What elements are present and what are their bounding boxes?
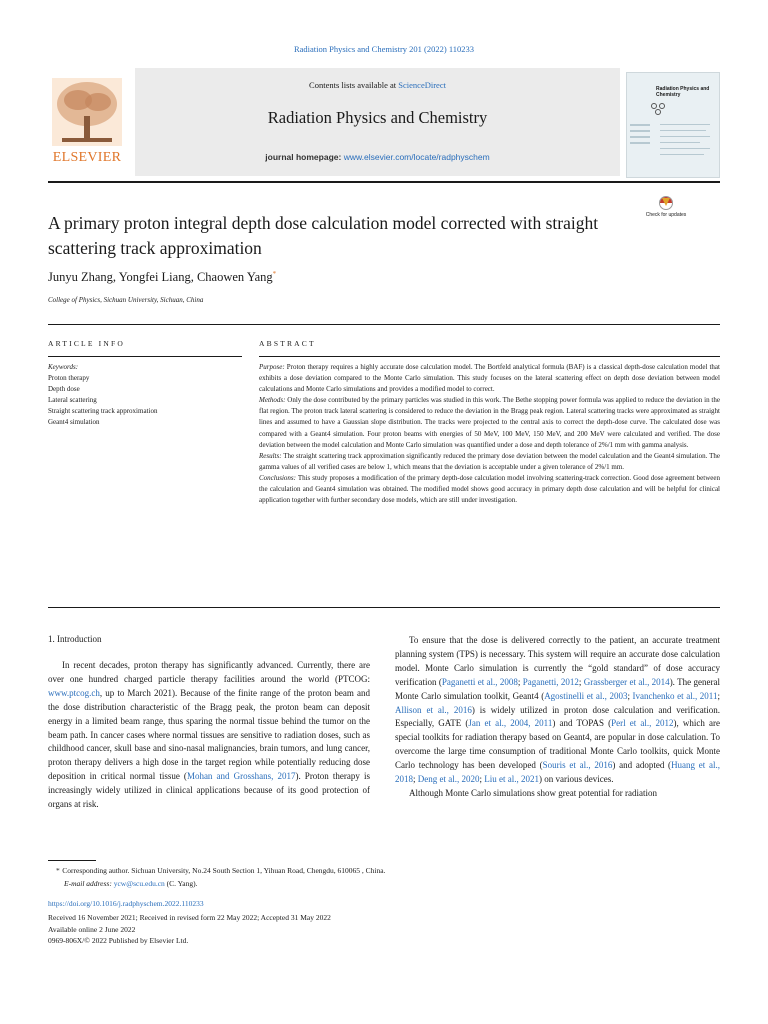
body-column-left xyxy=(48,659,370,812)
doi-link[interactable]: https://doi.org/10.1016/j.radphyschem.2022.110233 xyxy=(48,899,204,908)
intro-paragraph-1 xyxy=(48,659,370,812)
article-info-heading: ARTICLE INFO xyxy=(48,339,125,348)
cover-decoration xyxy=(660,142,700,143)
citation-link[interactable]: Ivanchenko et al., 2011 xyxy=(632,690,718,701)
abstract-body xyxy=(259,362,720,506)
cover-decoration xyxy=(630,136,650,138)
publication-dates xyxy=(48,912,331,947)
text-run: ). The general Monte Carlo simulation toolkit, Geant4 ( xyxy=(395,676,720,701)
text-run: In recent decades, proton therapy has significantly advanced. Currently, there are over one hundred charged particle therapy facilities around the world (PTCOG: xyxy=(48,660,370,684)
online-date: Available online 2 June 2022 xyxy=(48,924,136,934)
cover-decoration xyxy=(630,142,650,144)
article-title: A primary proton integral depth dose calculation model corrected with straight scattering track approximation xyxy=(48,213,599,258)
intro-paragraph-3: Although Monte Carlo simulations show great potential for radiation xyxy=(409,787,657,798)
abstract-bottom-rule xyxy=(48,607,720,608)
citation-link[interactable]: Agostinelli et al., 2003 xyxy=(544,690,628,701)
citation-link[interactable]: Mohan and Grosshans, 2017 xyxy=(186,771,296,782)
cover-molecule-icon xyxy=(650,102,666,116)
intro-paragraph-2 xyxy=(395,634,720,787)
check-for-updates-label[interactable]: Check for updates xyxy=(645,212,687,218)
abstract-heading: ABSTRACT xyxy=(259,339,316,348)
text-run: ) and TOPAS ( xyxy=(552,718,612,729)
corresponding-author-mark[interactable]: * xyxy=(272,270,277,278)
citation-link[interactable]: Paganetti, 2012 xyxy=(522,676,579,687)
methods-label: Methods: xyxy=(259,396,286,405)
contents-prefix: Contents lists available at xyxy=(309,80,399,90)
cover-decoration xyxy=(630,124,650,126)
text-run: ) on various devices. xyxy=(539,774,614,785)
text-run: ). Proton therapy is increasingly widely utilized in clinical applications because of its good protection of organs at risk. xyxy=(48,771,370,810)
keyword-item: Proton therapy xyxy=(48,374,90,382)
keyword-item: Geant4 simulation xyxy=(48,418,100,426)
text-run: ) is widely utilized in proton dose calculation and verification. Especially, GATE ( xyxy=(395,704,720,729)
homepage-link[interactable]: www.elsevier.com/locate/radphyschem xyxy=(343,152,490,162)
abstract-conclusions xyxy=(259,473,720,506)
text-run: ; xyxy=(479,774,485,785)
email-link[interactable]: ycw@scu.edu.cn xyxy=(113,879,165,888)
citation-link[interactable]: Grassberger et al., 2014 xyxy=(583,676,670,687)
footnote-mark: * xyxy=(56,866,63,875)
text-run: ), which are special toolkits for radiation therapy based on Geant4, are popular in dose calculation. To overcome the large time consumption of traditional Monte Carlo toolkits, quick Monte Carlo technology has been developed ( xyxy=(395,718,720,771)
elsevier-wordmark: ELSEVIER xyxy=(52,150,122,165)
cover-decoration xyxy=(660,136,710,137)
cover-decoration xyxy=(630,130,650,132)
authors-text[interactable]: Junyu Zhang, Yongfei Liang, Chaowen Yang xyxy=(48,270,273,285)
keyword-item: Straight scattering track approximation xyxy=(48,407,158,415)
header-rule xyxy=(48,181,720,183)
results-label: Results: xyxy=(259,451,282,460)
abstract-purpose xyxy=(259,362,720,395)
text-run: ; xyxy=(578,676,584,687)
received-dates: Received 16 November 2021; Received in revised form 22 May 2022; Accepted 31 May 2022 xyxy=(48,913,331,922)
citation-link[interactable]: Souris et al., 2016 xyxy=(542,760,613,771)
email-footnote xyxy=(64,879,198,888)
results-text: The straight scattering track approximation significantly reduced the primary dose deviation between the model calculation and the Geant4 simulation. The gamma values of all verified cases are below 1, which means that the deviation is acceptable under a given tolerance of 2%/1 mm. xyxy=(259,451,720,471)
journal-homepage xyxy=(135,152,620,162)
keyword-item: Depth dose xyxy=(48,385,80,393)
cover-decoration xyxy=(660,124,710,125)
email-label: E-mail address: xyxy=(64,879,112,888)
corresponding-text: Corresponding author. Sichuan University, No.24 South Section 1, Yihuan Road, Chengdu, 610065 , China. xyxy=(62,866,386,875)
keyword-item: Lateral scattering xyxy=(48,396,97,404)
ptcog-link[interactable]: www.ptcog.ch xyxy=(48,687,100,698)
abstract-results xyxy=(259,451,720,473)
abstract-rule xyxy=(259,356,720,357)
citation-link[interactable]: Paganetti et al., 2008 xyxy=(441,676,518,687)
purpose-text: Proton therapy requires a highly accurate dose calculation model. The Bortfeld analytical formula (BAF) is a classical depth-dose calculation model that exhibits a dose deviation compared to the Monte Carlo simulation. This study focuses on the lateral scattering effect on depth dose deviation between model calculations and Monte Carlo simulations and provides a modified model to correct. xyxy=(259,363,720,394)
abstract-methods xyxy=(259,395,720,450)
cover-title: Radiation Physics and Chemistry xyxy=(656,86,710,98)
homepage-prefix: journal homepage: xyxy=(265,152,344,162)
citation-link[interactable]: Huang et al., 2018 xyxy=(395,760,721,785)
contents-line xyxy=(135,80,620,90)
keywords-block xyxy=(48,362,248,428)
email-suffix: (C. Yang). xyxy=(164,879,198,888)
citation-link[interactable]: Allison et al., 2016 xyxy=(395,704,472,715)
text-run: To ensure that the dose is delivered correctly to the patient, an accurate treatment planning system (TPS) is necessary. This system will require an accurate dose calculation model. Monte Carlo simulation is currently the “gold standard” of dose accuracy verification ( xyxy=(395,635,720,687)
conclusions-label: Conclusions: xyxy=(259,473,296,482)
title-rule xyxy=(48,324,720,325)
journal-name: Radiation Physics and Chemistry xyxy=(267,108,488,127)
footnote-rule xyxy=(48,860,96,861)
affiliation: College of Physics, Sichuan University, Sichuan, China xyxy=(48,296,204,304)
citation-link[interactable]: Liu et al., 2021 xyxy=(484,774,540,785)
keywords-label: Keywords: xyxy=(48,363,79,371)
cover-decoration xyxy=(660,148,710,149)
copyright: 0969-806X/© 2022 Published by Elsevier Ltd. xyxy=(48,936,189,945)
article-info-rule xyxy=(48,356,242,357)
journal-reference[interactable]: Radiation Physics and Chemistry 201 (2022) 110233 xyxy=(293,44,475,54)
text-run: ; xyxy=(517,676,523,687)
text-run: , up to March 2021). Because of the finite range of the proton beam and the dose distribution characteristic of the Bragg peak, the proton beam can deposit energy in a limited beam range, thus sparing the normal tissue behind the tumor on the beam path. In cancer cases where normal tissues are sensitive to radiation doses, such as childhood cancer, skull base and sino-nasal malignancies, brain tumors, and lung cancer, proton therapy delivers a high dose in the target region while potentially reducing dose deposition in critical normal tissue ( xyxy=(48,687,370,782)
citation-link[interactable]: Perl et al., 2012 xyxy=(611,718,674,729)
author-list xyxy=(48,270,276,285)
text-run: ; xyxy=(413,774,418,785)
conclusions-text: This study proposes a modification of the primary depth-dose calculation model involving scattering-track correction. Good dose agreement between the calculation and Geant4 simulation was obtained. The modified model shows good accuracy in primary depth dose calculation and will be helpful for clinical application together with further secondary dose models, which are still under investigation. xyxy=(259,473,720,505)
body-column-right xyxy=(395,634,720,801)
corresponding-author-footnote xyxy=(56,866,385,875)
sciencedirect-link[interactable]: ScienceDirect xyxy=(398,80,446,90)
text-run: ) and adopted ( xyxy=(612,760,672,771)
cover-decoration xyxy=(660,130,706,131)
purpose-label: Purpose: xyxy=(259,363,285,371)
text-run: ; xyxy=(627,690,633,701)
text-run: ; xyxy=(717,690,720,701)
methods-text: Only the dose contributed by the primary particles was studied in this work. The Bethe stopping power formula was applied to reduce the deviation in the flat region. The proton track lateral scattering is considered to reduce the deviation in the Bragg peak region. Lateral scattering tracks were approximated as straight lines and assumed to have a Gaussian slope distribution. The tracks were projected to the central axis to correct the depth-dose curve. The calculated dose was compared with a Geant4 simulation. Four proton beams with energies of 50 MeV, 100 MeV, 150 MeV, and 200 MeV were calculated and verified. The dose deviation between the model calculation and Monte Carlo simulation was quantified under a dose and depth tolerance of 2%/1 mm with gamma analysis. xyxy=(259,396,720,449)
section-heading-introduction: 1. Introduction xyxy=(48,634,102,644)
cover-decoration xyxy=(660,154,704,155)
citation-link[interactable]: Deng et al., 2020 xyxy=(417,774,480,785)
citation-link[interactable]: Jan et al., 2004, 2011 xyxy=(468,718,553,729)
